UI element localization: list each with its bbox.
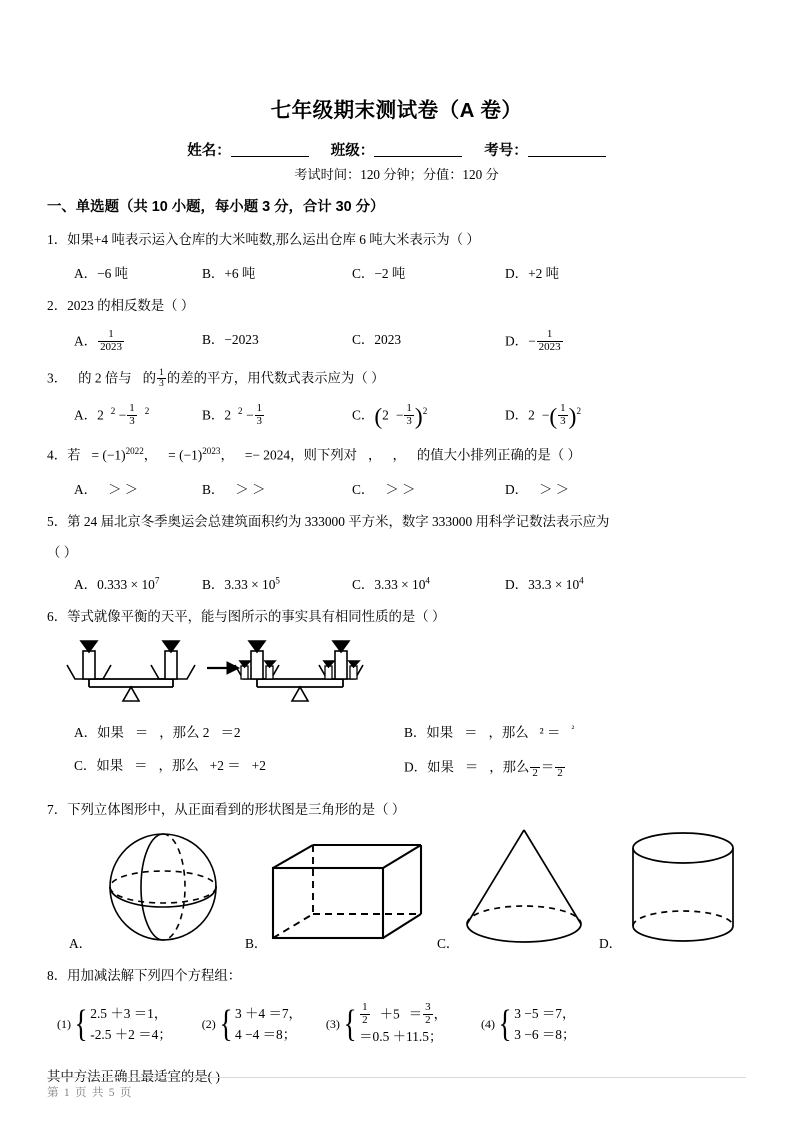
exam-no-blank[interactable] (528, 142, 606, 157)
page-title: 七年级期末测试卷（A 卷） (270, 99, 523, 122)
option-3-b[interactable]: B．2 $^2$ − $\frac{1}{3}$ (202, 401, 262, 427)
option-4-b[interactable]: B． ＞ ＞ (202, 481, 266, 497)
question-5-number: 5． (47, 513, 68, 529)
brace-icon: { (219, 1002, 233, 1045)
option-6-d[interactable]: D．如果 ＝ ，那么 2 ＝ 2 (404, 759, 563, 779)
question-2-options (47, 329, 746, 354)
solid-label-c: C． (437, 935, 460, 951)
solid-label-a: A． (69, 935, 93, 951)
option-5-d[interactable]: D．$33.3 \times 10^4$ (505, 575, 584, 592)
page-footer (47, 1077, 746, 1100)
option-2-a[interactable]: A． $\frac{1}{2023}$ (74, 328, 122, 354)
option-5-a[interactable]: A．$0.333 \times 10^7$ (74, 575, 160, 592)
student-id-line (47, 139, 746, 160)
option-3-d[interactable]: D．2 −( $\frac{1}{3}$ )$^2$ (505, 401, 581, 431)
cuboid-icon (269, 840, 425, 944)
option-5-b[interactable]: B．$3.33 \times 10^5$ (202, 575, 280, 592)
brace-icon: { (498, 1002, 512, 1045)
question-5-text: 5．第 24 届北京冬季奥运会总建筑面积约为 333000 平方米，数字 333000 用科学记数法表示应为 (47, 513, 610, 529)
option-6-c[interactable]: C．如果 ＝ ，那么 +2 ＝ +2 (74, 757, 266, 773)
question-7-text: 7．下列立体图形中，从正面看到的形状图是三角形的是（ ） (47, 801, 406, 817)
question-6-options-row2 (47, 755, 746, 780)
cone-icon (459, 826, 589, 948)
equation-system-4: (4) { 3 −5 ＝7， 3 −6 ＝8； (481, 1002, 576, 1045)
section-heading-1: 一、单选题（共 10 小题，每小题 3 分，合计 30 分） (47, 199, 385, 215)
exam-meta: 考试时间：120 分钟；分值：120 分 (294, 167, 499, 182)
solid-label-d: D． (599, 935, 623, 951)
question-2-text: 2．2023 的相反数是（ ） (47, 298, 195, 314)
option-1-c[interactable]: C．−2 吨 (352, 266, 406, 282)
option-4-d[interactable]: D． ＞ ＞ (505, 481, 570, 497)
option-2-c[interactable]: C．2023 (352, 332, 402, 348)
balance-scale-diagram (47, 635, 746, 712)
question-6-text: 6．等式就像平衡的天平，能与图所示的事实具有相同性质的是（ ） (47, 608, 446, 624)
equation-system-2: (2) { 3 ＋4 ＝7， 4 −4 ＝8； (201, 1002, 302, 1045)
option-1-b[interactable]: B．+6 吨 (202, 266, 256, 282)
question-6-options-row1 (47, 722, 746, 741)
option-3-a[interactable]: A．2 $^2$ − $\frac{1}{3}$ $^2$ (74, 401, 150, 427)
question-3-number: 3． (47, 370, 68, 386)
page-number: 第 1 页 共 5 页 (47, 1086, 133, 1099)
option-1-d[interactable]: D．+2 吨 (505, 266, 560, 282)
question-3-text: 3． 的 2 倍与 的 $\frac{1}{3}$ 的差的平方，用代数式表示应为（ ） (47, 366, 385, 390)
cylinder-icon (625, 830, 745, 946)
question-2-number: 2． (47, 298, 68, 314)
class-label: 班级： (330, 143, 375, 159)
question-1-options (47, 263, 746, 282)
option-4-a[interactable]: A． ＞ ＞ (74, 481, 139, 497)
name-label: 姓名： (187, 143, 231, 159)
equation-systems-row (47, 1002, 746, 1047)
footer-divider (47, 1077, 746, 1078)
question-1-number: 1． (47, 232, 68, 247)
option-2-b[interactable]: B．−2023 (202, 332, 259, 348)
class-blank[interactable] (374, 142, 462, 157)
question-4-text: 4．若 = $(-1)^{2022}$， = $(-1)^{2023}$， =− 2024，则下列对 ， ， 的值大小排列正确的是（ ） (47, 446, 581, 463)
question-6-number: 6． (47, 608, 68, 624)
solids-row (47, 826, 746, 954)
option-2-d[interactable]: D．− $\frac{1}{2023}$ (505, 328, 561, 354)
option-6-b[interactable]: B．如果 ＝ ，那么 ² ＝ $^{^2}$ (404, 723, 575, 740)
name-blank[interactable] (231, 142, 309, 157)
option-4-c[interactable]: C． ＞ ＞ (352, 481, 416, 497)
solid-label-b: B． (245, 935, 268, 951)
question-4-number: 4． (47, 447, 68, 463)
equation-system-3: (3) { $\frac{1}{2}$ ＋5 ＝ $\frac{3}{2}$ ， ＝0.5 ＋11.5； (325, 1000, 448, 1045)
option-5-c[interactable]: C．$3.33 \times 10^4$ (352, 575, 430, 592)
question-8-text: 8．用加减法解下列四个方程组： (47, 967, 242, 983)
question-1-text: 1．如果+4 吨表示运入仓库的大米吨数,那么运出仓库 6 吨大米表示为（ ） (47, 232, 480, 247)
option-6-a[interactable]: A．如果 ＝ ，那么 2 ＝2 (74, 724, 241, 740)
sphere-icon (93, 826, 233, 948)
question-3-options (47, 403, 746, 431)
question-8-number: 8． (47, 967, 68, 983)
question-5-text-cont: （ ） (47, 544, 78, 560)
option-3-c[interactable]: C．(2 − $\frac{1}{3}$ )$^2$ (352, 401, 428, 431)
question-5-options (47, 574, 746, 593)
question-4-options (47, 479, 746, 498)
equation-system-1: (1) { 2.5 ＋3 ＝1， -2.5 ＋2 ＝4； (57, 1002, 172, 1045)
brace-icon: { (343, 1002, 357, 1045)
option-1-a[interactable]: A．−6 吨 (74, 266, 129, 282)
question-7-number: 7． (47, 801, 68, 817)
brace-icon: { (74, 1002, 88, 1045)
exam-no-label: 考号： (484, 143, 528, 159)
question-8-tail: 其中方法正确且最适宜的是( ) (47, 1069, 220, 1085)
